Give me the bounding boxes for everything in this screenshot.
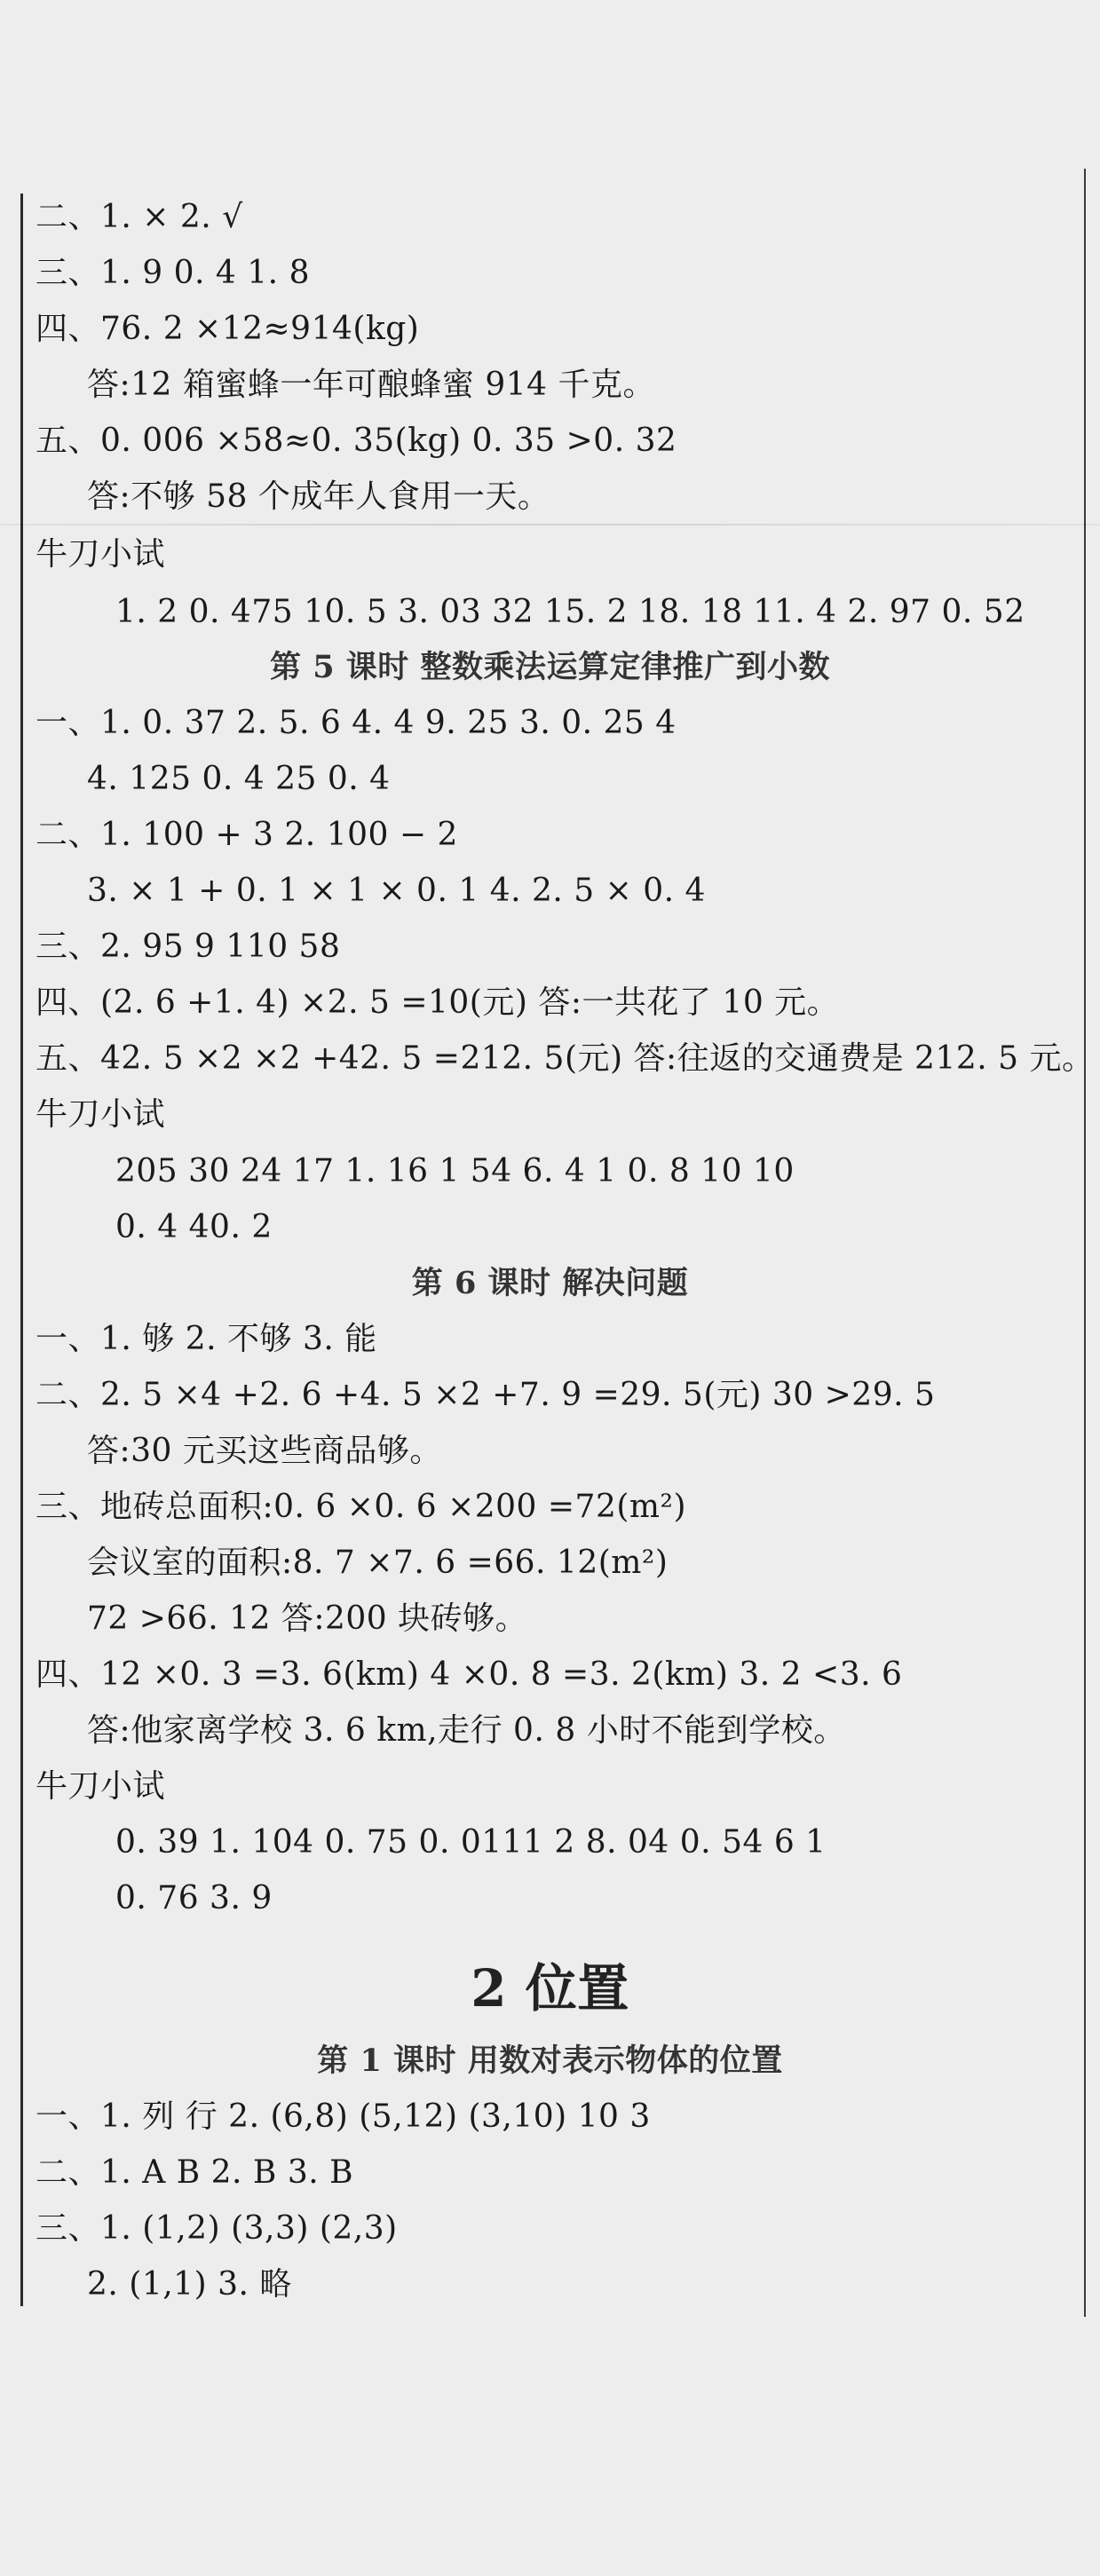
section-label: 牛刀小试 xyxy=(36,536,166,573)
answer-line: 0. 39 1. 104 0. 75 0. 0111 2 8. 04 0. 54 6 1 xyxy=(115,1824,827,1861)
answer-line: 二、1. A B 2. B 3. B xyxy=(36,2154,354,2191)
answer-line: 2. (1,1) 3. 略 xyxy=(87,2266,292,2303)
answer-line: 四、76. 2 ×12≈914(kg) xyxy=(36,311,420,347)
answer-line: 72 >66. 12 答:200 块砖够。 xyxy=(87,1600,528,1637)
answer-line: 会议室的面积:8. 7 ×7. 6 =66. 12(m²) xyxy=(87,1545,669,1581)
answer-line: 205 30 24 17 1. 16 1 54 6. 4 1 0. 8 10 10 xyxy=(115,1153,795,1189)
answer-line: 一、1. 列 行 2. (6,8) (5,12) (3,10) 10 3 xyxy=(36,2098,651,2135)
answer-line: 3. × 1 + 0. 1 × 1 × 0. 1 4. 2. 5 × 0. 4 xyxy=(87,873,706,909)
answer-line: 0. 76 3. 9 xyxy=(115,1880,273,1916)
answer-line: 4. 125 0. 4 25 0. 4 xyxy=(87,761,391,797)
answer-line: 1. 2 0. 475 10. 5 3. 03 32 15. 2 18. 18 11. 4 2. 97 0. 52 xyxy=(115,594,1025,630)
answer-line: 答:30 元买这些商品够。 xyxy=(87,1433,442,1469)
answer-line: 0. 4 40. 2 xyxy=(115,1209,273,1245)
answer-line: 五、0. 006 ×58≈0. 35(kg) 0. 35 >0. 32 xyxy=(36,423,677,459)
answer-line: 答:不够 58 个成年人食用一天。 xyxy=(87,478,550,515)
answer-line: 三、地砖总面积:0. 6 ×0. 6 ×200 =72(m²) xyxy=(36,1489,687,1525)
answer-line: 答:他家离学校 3. 6 km,走行 0. 8 小时不能到学校。 xyxy=(87,1712,846,1749)
lesson-heading: 第 6 课时 解决问题 xyxy=(411,1265,689,1301)
answer-line: 三、1. (1,2) (3,3) (2,3) xyxy=(36,2210,398,2247)
answer-line: 二、1. × 2. √ xyxy=(36,199,243,235)
answer-line: 答:12 箱蜜蜂一年可酿蜂蜜 914 千克。 xyxy=(87,367,655,403)
answer-line: 一、1. 够 2. 不够 3. 能 xyxy=(36,1321,377,1357)
answer-line: 一、1. 0. 37 2. 5. 6 4. 4 9. 25 3. 0. 25 4 xyxy=(36,705,677,741)
answer-line: 四、12 ×0. 3 =3. 6(km) 4 ×0. 8 =3. 2(km) 3. 2 <3. 6 xyxy=(36,1656,903,1693)
scan-fold-line xyxy=(0,524,1100,525)
answer-line: 三、1. 9 0. 4 1. 8 xyxy=(36,255,310,291)
answer-line: 二、1. 100 + 3 2. 100 − 2 xyxy=(36,817,458,853)
lesson-heading: 第 5 课时 整数乘法运算定律推广到小数 xyxy=(270,649,830,685)
section-label: 牛刀小试 xyxy=(36,1096,166,1133)
answer-line: 四、(2. 6 +1. 4) ×2. 5 =10(元) 答:一共花了 10 元。 xyxy=(36,984,840,1021)
lesson-heading: 第 1 课时 用数对表示物体的位置 xyxy=(317,2043,783,2079)
section-label: 牛刀小试 xyxy=(36,1768,166,1805)
answer-line: 三、2. 95 9 110 58 xyxy=(36,928,341,965)
answer-line: 二、2. 5 ×4 +2. 6 +4. 5 ×2 +7. 9 =29. 5(元) 30 >29. 5 xyxy=(36,1377,936,1413)
chapter-title: 2 位置 xyxy=(471,1958,629,2019)
answer-line: 五、42. 5 ×2 ×2 +42. 5 =212. 5(元) 答:往返的交通费是 212. 5 元。 xyxy=(36,1040,1095,1077)
